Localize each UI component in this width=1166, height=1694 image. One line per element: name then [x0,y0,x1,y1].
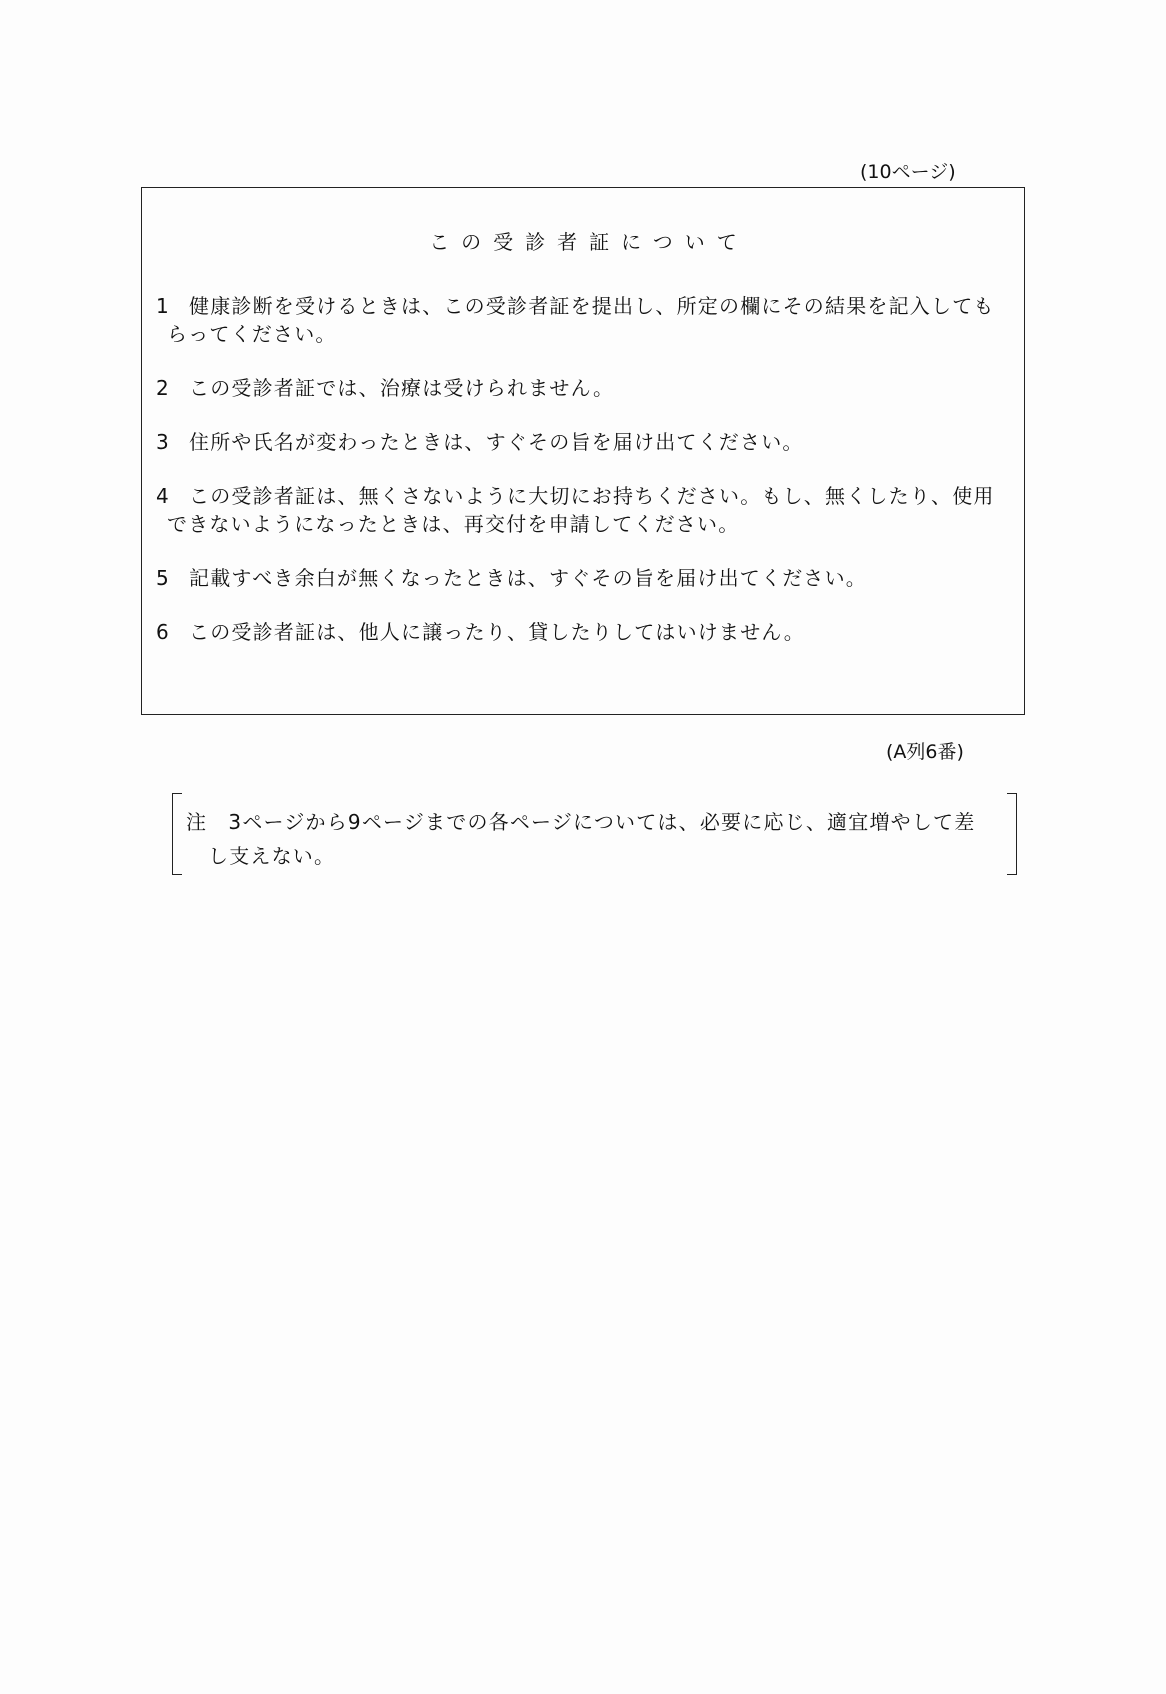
right-bracket [1007,793,1017,875]
item-text [167,482,1016,538]
item-number: 4 [156,484,169,508]
page-number: (10ページ) [860,161,956,183]
item-line: この受診者証は、無くさないように大切にお持ちください。もし、無くしたり、使用 [189,484,995,508]
note-text [186,805,1006,873]
item-text [189,564,1016,592]
item-line: この受診者証では、治療は受けられません。 [189,376,615,400]
item-line: 健康診断を受けるときは、この受診者証を提出し、所定の欄にその結果を記入しても [189,294,995,318]
item-number: 5 [156,566,169,590]
item-line: この受診者証は、他人に譲ったり、貸したりしてはいけません。 [189,620,805,644]
item-line: 記載すべき余白が無くなったときは、すぐその旨を届け出てください。 [189,566,867,590]
item-line-continued: らってください。 [167,322,337,346]
item-number: 3 [156,430,169,454]
left-bracket [172,793,182,875]
instruction-list [156,292,1016,672]
list-item [156,564,1016,592]
item-text [189,428,1016,456]
item-number: 1 [156,294,169,318]
item-text [167,292,1016,348]
item-number: 2 [156,376,169,400]
item-number: 6 [156,620,169,644]
list-item [156,292,1016,348]
item-text [189,618,1016,646]
card-info-box [141,187,1025,715]
list-item [156,618,1016,646]
note-line-continued: し支えない。 [208,844,336,868]
note-box [172,793,1017,875]
item-line: 住所や氏名が変わったときは、すぐその旨を届け出てください。 [189,430,804,454]
box-title: この受診者証について [429,230,749,254]
item-line-continued: できないようになったときは、再交付を申請してください。 [167,512,740,536]
list-item [156,374,1016,402]
paper-size-label: (A列6番) [886,741,964,763]
list-item [156,482,1016,538]
list-item [156,428,1016,456]
item-text [189,374,1016,402]
note-line: 注 3ページから9ページまでの各ページについては、必要に応じ、適宜増やして差 [186,810,976,834]
